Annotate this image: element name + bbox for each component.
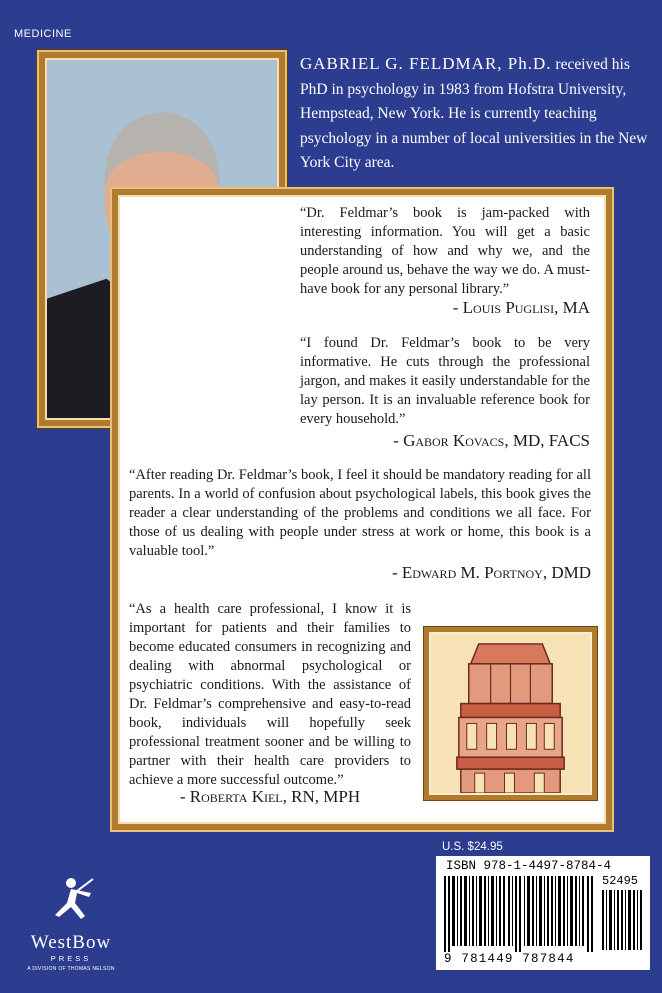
author-name: GABRIEL G. FELDMAR, Ph.D. xyxy=(300,54,552,73)
testimonial-text: “As a health care professional, I know it is important for patients and their families to become educated consumers in recognizing and dealing with abnormal psychological or psychiatric conditions. With the assistance of Dr. Feldmar’s comprehensive and easy-to-read book, individuals will hopefully seek professional treatment sooner and be willing to partner with their health care providers to achieve a more successful outcome.” xyxy=(129,601,411,788)
publisher-logo xyxy=(16,875,126,972)
addon-price-code: 52495 xyxy=(602,874,639,888)
publisher-name: WestBow xyxy=(30,932,112,953)
testimonial-text: “I found Dr. Feldmar’s book to be very informative. He cuts through the professional jargon, and makes it easily understandable for the lay person. It is an invaluable reference book for every household.” xyxy=(300,335,590,427)
barcode xyxy=(436,856,650,970)
author-bio-text: received his PhD in psychology in 1983 from Hofstra University, Hempstead, New York. He is currently teaching psychology in a number of local universities in the New York City area. xyxy=(300,56,648,171)
testimonial-attribution: - Edward M. Portnoy, DMD xyxy=(391,563,591,582)
author-bio xyxy=(300,52,650,176)
testimonial-attribution: - Louis Puglisi, MA xyxy=(452,298,590,317)
tower-sketch-illustration xyxy=(429,632,592,795)
testimonial-text: “After reading Dr. Feldmar’s book, I feel it should be mandatory reading for all parents. In a world of confusion about psychological labels, this book gives the reader a clear understanding of the problems and conditions we all face. For those of us dealing with people under stress at work or home, this book is a valuable tool.” xyxy=(129,467,591,559)
publisher-press: PRESS xyxy=(50,954,92,963)
isbn-text: ISBN 978-1-4497-8784-4 xyxy=(446,859,612,873)
testimonial-attribution: - Roberta Kiel, RN, MPH xyxy=(179,787,361,806)
category-label: MEDICINE xyxy=(14,28,72,40)
tower-sketch-frame xyxy=(423,626,598,801)
publisher-division: A DIVISION OF THOMAS NELSON xyxy=(27,966,115,972)
ean-digits: 9 781449 787844 xyxy=(444,952,575,966)
ean-barcode-bars xyxy=(442,876,600,952)
testimonial-attribution: - Gabor Kovacs, MD, FACS xyxy=(393,431,590,450)
price-label: U.S. $24.95 xyxy=(442,841,503,853)
testimonial-text: “Dr. Feldmar’s book is jam-packed with interesting information. You will get a basic understanding of how and why we, and the people around us, behave the way we do. A must-have book for any personal library.” xyxy=(300,205,590,297)
runner-logo-icon xyxy=(41,875,101,925)
addon-barcode-bars xyxy=(602,890,644,950)
